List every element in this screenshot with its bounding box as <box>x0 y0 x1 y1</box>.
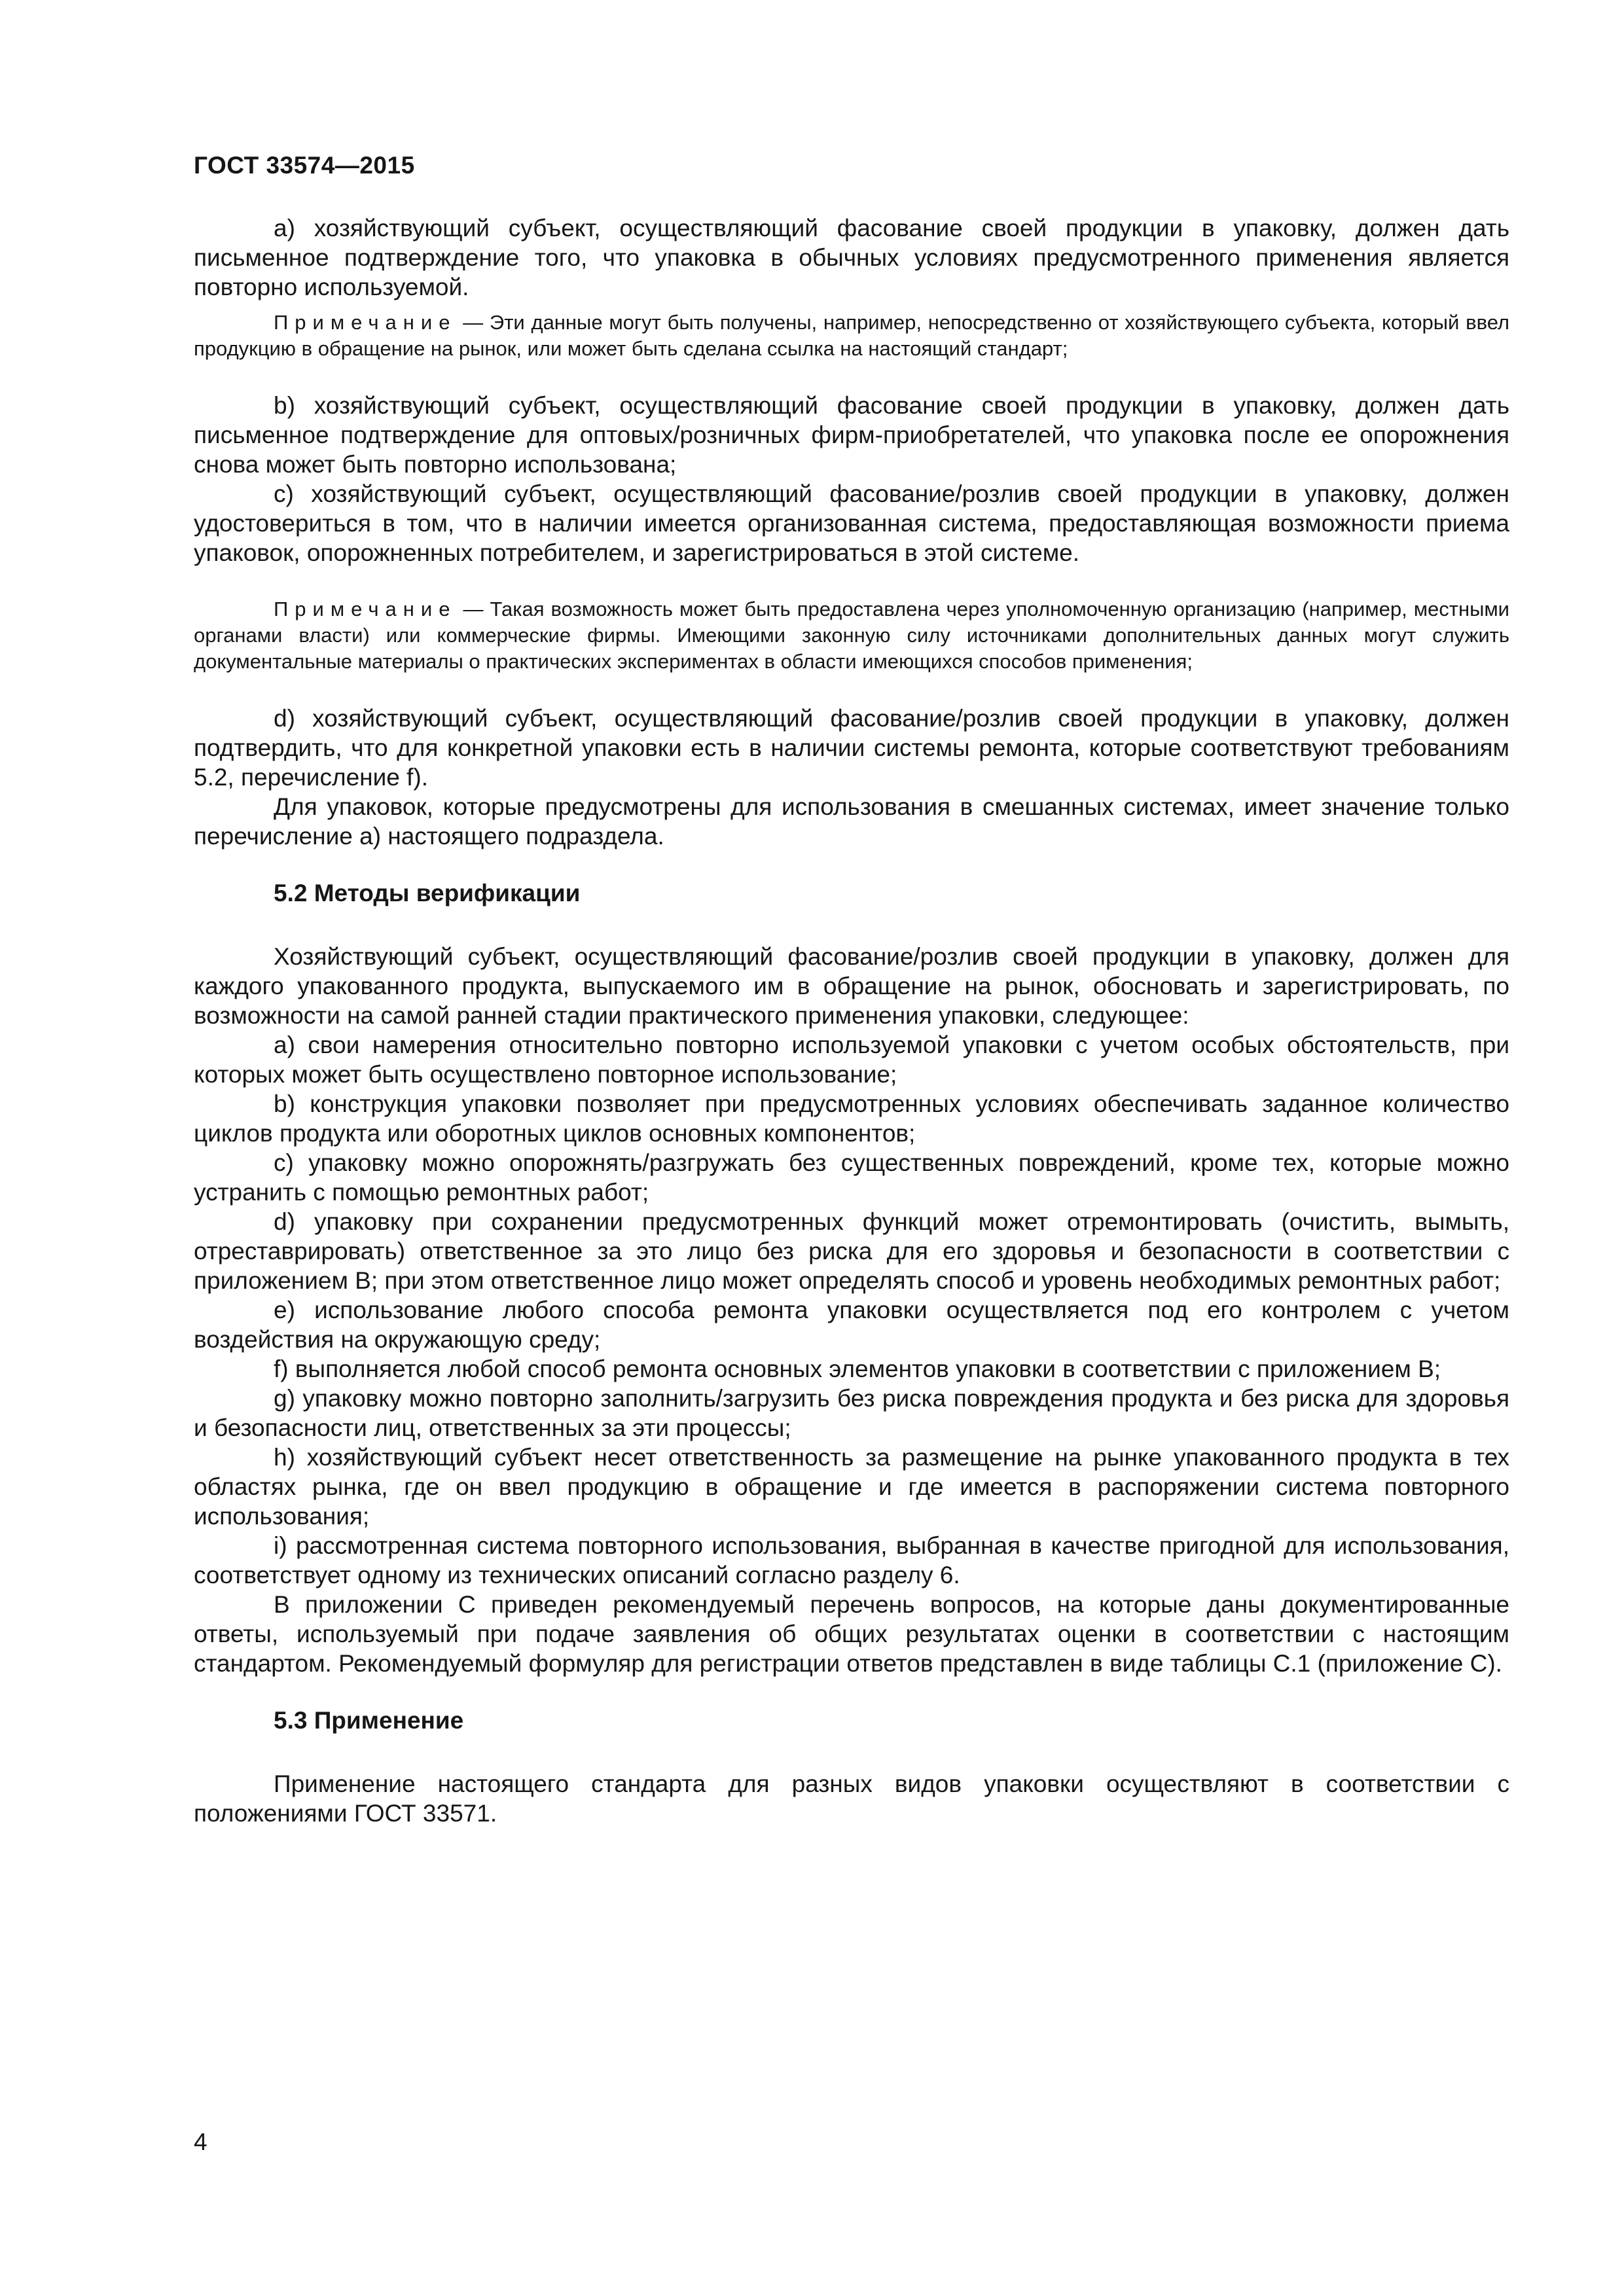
section-5-3-text: Применение настоящего стандарта для разных видов упаковки осуществляют в соответствии с положениями ГОСТ 33571. <box>194 1770 1509 1827</box>
note-2-label: Примечание <box>274 598 457 620</box>
list-item: f) выполняется любой способ ремонта основных элементов упаковки в соответствии с приложением В; <box>274 1355 1441 1382</box>
list-item: а) свои намерения относительно повторно используемой упаковки с учетом особых обстоятельств, при которых может быть осуществлено повторное использование; <box>194 1031 1509 1088</box>
page-number: 4 <box>194 2128 208 2155</box>
list-item: b) конструкция упаковки позволяет при предусмотренных условиях обеспечивать заданное количество циклов продукта или оборотных циклов основных компонентов; <box>194 1090 1509 1147</box>
list-item: h) хозяйствующий субъект несет ответственность за размещение на рынке упакованного продукта в тех областях рынка, где он ввел продукцию в обращение и где имеется в распоряжении система повторного использования; <box>194 1444 1509 1530</box>
list-item: g) упаковку можно повторно заполнить/загрузить без риска повреждения продукта и без риска для здоровья и безопасности лиц, ответственных за эти процессы; <box>194 1385 1509 1441</box>
section-5-2-title: 5.2 Методы верификации <box>274 880 581 906</box>
list-item: i) рассмотренная система повторного использования, выбранная в качестве пригодной для использования, соответствует одному из технических описаний согласно разделу 6. <box>194 1532 1509 1588</box>
section-5-2-intro: Хозяйствующий субъект, осуществляющий фасование/розлив своей продукции в упаковку, должен для каждого упакованного продукта, выпускаемого им в обращение на рынок, обосновать и зарегистрировать, по возможности на самой ранней стадии практического применения упаковки, следующее: <box>194 943 1509 1029</box>
page-body <box>194 213 1509 1828</box>
paragraph-c: с) хозяйствующий субъект, осуществляющий фасование/розлив своей продукции в упаковку, должен удостовериться в том, что в наличии имеется организованная система, предоставляющая возможности приема упаковок, опорожненных потребителем, и зарегистрироваться в этой системе. <box>194 480 1509 566</box>
list-item: е) использование любого способа ремонта упаковки осуществляется под его контролем с учетом воздействия на окружающую среду; <box>194 1297 1509 1353</box>
note-2-text: — Такая возможность может быть предоставлена через уполномоченную организацию (например, местными органами власти) или коммерческие фирмы. Имеющими законную силу источниками дополнительных данных могут служить документальные материалы о практических экспериментах в области имеющихся способов применения; <box>194 598 1509 673</box>
list-item: d) упаковку при сохранении предусмотренных функций может отремонтировать (очистить, вымыть, отреставрировать) ответственное за это лицо без риска для его здоровья и безопасности в соответствии с приложением В; при этом ответственное лицо может определять способ и уровень необходимых ремонтных работ; <box>194 1208 1509 1294</box>
note-1 <box>194 310 1509 362</box>
list-item: с) упаковку можно опорожнять/разгружать без существенных повреждений, кроме тех, которые можно устранить с помощью ремонтных работ; <box>194 1149 1509 1206</box>
paragraph-a: а) хозяйствующий субъект, осуществляющий фасование своей продукции в упаковку, должен дать письменное подтверждение того, что упаковка в обычных условиях предусмотренного применения является повторно используемой. <box>194 215 1509 300</box>
page-header-doc-number: ГОСТ 33574—2015 <box>194 152 415 179</box>
note-1-label: Примечание <box>274 311 457 334</box>
section-5-3-title: 5.3 Применение <box>274 1707 464 1734</box>
note-1-text: — Эти данные могут быть получены, например, непосредственно от хозяйствующего субъекта, который ввел продукцию в обращение на рынок, или может быть сделана ссылка на настоящий стандарт; <box>194 311 1509 360</box>
paragraph-mixed-systems: Для упаковок, которые предусмотрены для использования в смешанных системах, имеет значение только перечисление а) настоящего подраздела. <box>194 793 1509 850</box>
section-5-2-closing: В приложении С приведен рекомендуемый перечень вопросов, на которые даны документированные ответы, используемый при подаче заявления об общих результатах оценки в соответствии с настоящим стандартом. Рекомендуемый формуляр для регистрации ответов представлен в виде таблицы С.1 (приложение С). <box>194 1591 1509 1677</box>
note-2 <box>194 596 1509 675</box>
paragraph-d: d) хозяйствующий субъект, осуществляющий фасование/розлив своей продукции в упаковку, должен подтвердить, что для конкретной упаковки есть в наличии системы ремонта, которые соответствуют требованиям 5.2, перечисление f). <box>194 705 1509 791</box>
paragraph-b: b) хозяйствующий субъект, осуществляющий фасование своей продукции в упаковку, должен дать письменное подтверждение для оптовых/розничных фирм-приобретателей, что упаковка после ее опорожнения снова может быть повторно использована; <box>194 392 1509 478</box>
